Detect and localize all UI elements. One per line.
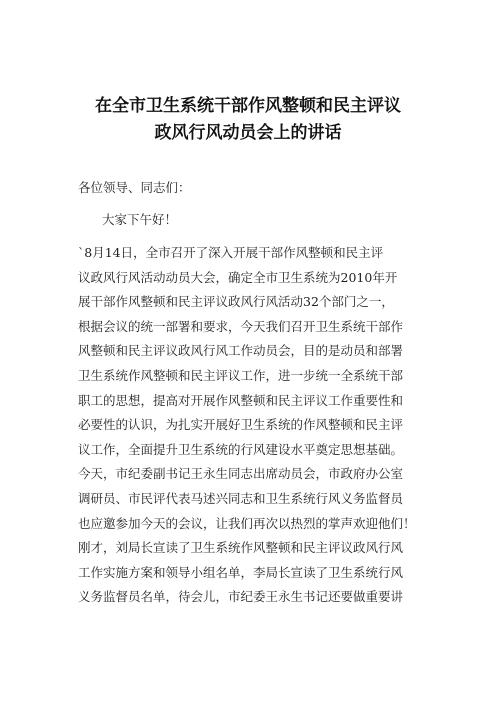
- body-line: 风整顿和民主评议政风行风工作动员会，目的是动员和部署: [78, 343, 404, 359]
- body-line: 今天，市纪委副书记王永生同志出席动员会，市政府办公室: [78, 466, 404, 482]
- title-line-1: 在全市卫生系统干部作风整顿和民主评议: [95, 96, 401, 116]
- greeting: 大家下午好！: [102, 212, 178, 227]
- body-line: 工作实施方案和领导小组名单，李局长宣读了卫生系统行风: [78, 564, 404, 580]
- title-line-2: 政风行风动员会上的讲话: [154, 123, 342, 143]
- body-line: 义务监督员名单，待会儿，市纪委王永生书记还要做重要讲: [78, 589, 404, 605]
- body-line: 必要性的认识，为扎实开展好卫生系统的作风整顿和民主评: [78, 417, 404, 433]
- body-line: 职工的思想，提高对开展作风整顿和民主评议工作重要性和: [78, 392, 404, 408]
- salutation: 各位领导、同志们：: [78, 180, 191, 195]
- body-line: 也应邀参加今天的会议，让我们再次以热烈的掌声欢迎他们！: [78, 515, 416, 531]
- document-title: [40, 93, 456, 147]
- body-line: `8月14日，全市召开了深入开展干部作风整顿和民主评: [78, 245, 384, 260]
- body-line: 议政风行风活动动员大会，确定全市卫生系统为2010年开: [78, 269, 398, 285]
- body-line: 议工作，全面提升卫生系统的行风建设水平奠定思想基础。: [78, 441, 404, 457]
- body-line: 刚才，刘局长宣读了卫生系统作风整顿和民主评议政风行风: [78, 540, 404, 556]
- body-text: [78, 241, 438, 610]
- body-line: 根据会议的统一部署和要求，今天我们召开卫生系统干部作: [78, 318, 404, 334]
- body-line: 卫生系统作风整顿和民主评议工作，进一步统一全系统干部: [78, 367, 404, 383]
- body-line: 展干部作风整顿和民主评议政风行风活动32个部门之一，: [78, 294, 394, 310]
- body-line: 调研员、市民评代表马述兴同志和卫生系统行风义务监督员: [78, 490, 404, 506]
